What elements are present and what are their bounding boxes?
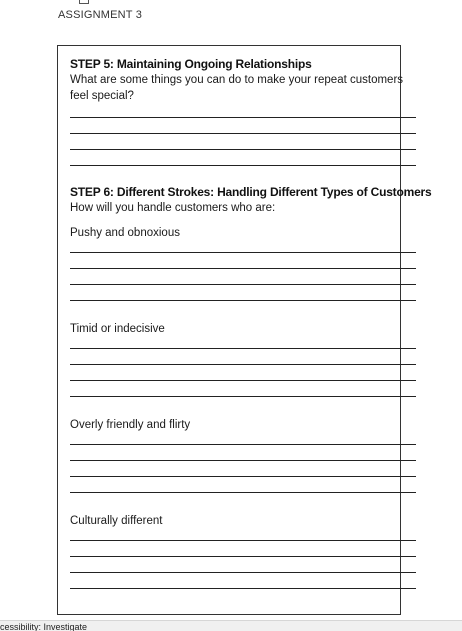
answer-line[interactable] <box>70 396 416 397</box>
answer-line[interactable] <box>70 300 416 301</box>
assignment-header: ASSIGNMENT 3 <box>58 9 143 21</box>
answer-line[interactable] <box>70 348 416 349</box>
friendly-answer-lines[interactable] <box>70 444 416 508</box>
accessibility-status-button[interactable]: cessibility: Investigate <box>0 622 88 631</box>
answer-line[interactable] <box>70 540 416 541</box>
answer-line[interactable] <box>70 284 416 285</box>
category-cultural-label: Culturally different <box>70 515 163 527</box>
answer-line[interactable] <box>70 268 416 269</box>
step-6-question: How will you handle customers who are: <box>70 202 276 214</box>
answer-line[interactable] <box>70 364 416 365</box>
answer-line[interactable] <box>70 476 416 477</box>
step-5-title: STEP 5: Maintaining Ongoing Relationships <box>70 57 312 71</box>
step-5-question: What are some things you can do to make your repeat customers feel special? <box>70 74 404 102</box>
step-6-section <box>70 185 432 216</box>
answer-line[interactable] <box>70 149 416 150</box>
answer-line[interactable] <box>70 133 416 134</box>
answer-line[interactable] <box>70 588 416 589</box>
answer-line[interactable] <box>70 252 416 253</box>
pushy-answer-lines[interactable] <box>70 252 416 316</box>
category-pushy-label: Pushy and obnoxious <box>70 227 180 239</box>
answer-line[interactable] <box>70 460 416 461</box>
timid-answer-lines[interactable] <box>70 348 416 412</box>
answer-line[interactable] <box>70 117 416 118</box>
answer-line[interactable] <box>70 556 416 557</box>
cultural-answer-lines[interactable] <box>70 540 416 604</box>
answer-line[interactable] <box>70 444 416 445</box>
checkbox-mark <box>79 0 89 4</box>
step-6-title: STEP 6: Different Strokes: Handling Different Types of Customers <box>70 185 432 199</box>
worksheet-frame <box>57 45 432 615</box>
step-5-answer-lines[interactable] <box>70 117 416 181</box>
answer-line[interactable] <box>70 165 416 166</box>
answer-line[interactable] <box>70 380 416 381</box>
step-5-section <box>70 57 416 104</box>
status-bar <box>0 620 462 631</box>
category-timid-label: Timid or indecisive <box>70 323 165 335</box>
answer-line[interactable] <box>70 572 416 573</box>
category-friendly-label: Overly friendly and flirty <box>70 419 191 431</box>
answer-line[interactable] <box>70 492 416 493</box>
